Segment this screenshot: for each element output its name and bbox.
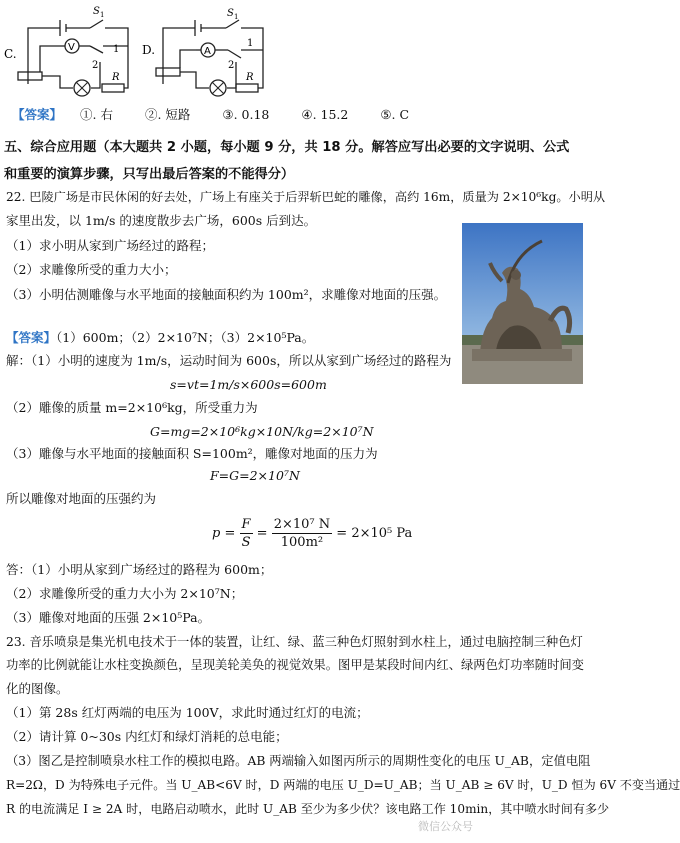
q22-solution-1: 解：（1）小明的速度为 1m/s，运动时间为 600s，所以从家到广场经过的路程为	[6, 353, 452, 368]
node1-c: 1	[113, 44, 120, 55]
q22-solution-2: （2）雕像的质量 m=2×10⁶kg，所受重力为	[6, 400, 258, 415]
statue-photo	[462, 223, 583, 384]
q23-part3-line1: （3）图乙是控制喷泉水柱工作的模拟电路。AB 两端输入如图丙所示的周期性变化的电压 U_AB，定值电阻	[6, 754, 591, 768]
answer-item: ③. 0.18	[222, 107, 270, 122]
q23-stem-line2: 功率的比例就能让水柱变换颜色，呈现美轮美奂的视觉效果。图甲是某段时间内红、绿两色灯功率随时间变	[6, 658, 584, 672]
watermark: 微信公众号	[418, 820, 473, 833]
node2-c: 2	[92, 60, 99, 71]
q22-stem-line2: 家里出发，以 1m/s 的速度散步去广场，600s 后到达。	[6, 213, 317, 228]
q23-part3-line3: R 的电流满足 I ≥ 2A 时，电路启动喷水，此时 U_AB 至少为多少伏？该电路工作 10min，其中喷水时间有多少	[6, 802, 610, 816]
q22-part3: （3）小明估测雕像与水平地面的接触面积约为 100m²，求雕像对地面的压强。	[6, 287, 447, 302]
q22-equation-3: F=G=2×10⁷N	[210, 468, 300, 483]
q22-final-answer-3: （3）雕像对地面的压强 2×10⁵Pa。	[6, 610, 211, 625]
q22-stem-line1: 22. 巴陵广场是市民休闲的好去处，广场上有座关于后羿斩巴蛇的雕像，高约 16m，质量为 2×10⁶kg。小明从	[6, 190, 606, 204]
q22-solution-3: （3）雕像与水平地面的接触面积 S=100m²，雕像对地面的压力为	[6, 446, 378, 461]
circuit-c-label: C.	[4, 47, 17, 61]
q23-part2: （2）请计算 0~30s 内红灯和绿灯消耗的总电能；	[6, 729, 288, 744]
eq-fraction-fs	[240, 516, 253, 551]
node2-d: 2	[228, 60, 235, 71]
switch-label-c: S	[93, 6, 100, 17]
q23-stem-line1: 23. 音乐喷泉是集光机电技术于一体的装置，让红、绿、蓝三种色灯照射到水柱上，通过电脑控制三种色灯	[6, 635, 583, 649]
q23-stem-line3: 化的图像。	[6, 681, 69, 696]
section-heading-line1: 五、综合应用题（本大题共 2 小题，每小题 9 分，共 18 分。解答应写出必要的文字说明、公式	[4, 140, 570, 155]
resistor-label-d: R	[246, 72, 254, 83]
section-heading-line2: 和重要的演算步骤，只写出最后答案的不能得分）	[4, 167, 295, 182]
eq-denominator: S	[241, 535, 251, 550]
answer-item: ⑤. C	[380, 107, 410, 122]
q23-part1: （1）第 28s 红灯两端的电压为 100V，求此时通过红灯的电流；	[6, 705, 369, 720]
prev-answer-row	[12, 107, 409, 123]
q23-part3-line2: R=2Ω，D 为特殊电子元件。当 U_AB<6V 时，D 两端的电压 U_D=U_AB；当 U_AB ≥ 6V 时，U_D 恒为 6V 不变当通过	[6, 778, 680, 792]
q22-equation-2: G=mg=2×10⁶kg×10N/kg=2×10⁷N	[150, 424, 374, 439]
switch-label-d: S	[227, 8, 234, 19]
node1-d: 1	[247, 38, 254, 49]
q22-final-answer-2: （2）求雕像所受的重力大小为 2×10⁷N；	[6, 586, 244, 601]
circuit-diagrams	[0, 0, 300, 105]
voltmeter-symbol: V	[68, 42, 75, 53]
answer-item: ②. 短路	[144, 107, 191, 122]
answer-tag: 【答案】	[12, 107, 63, 122]
switch-sub-c: 1	[100, 11, 105, 19]
q22-part2: （2）求雕像所受的重力大小；	[6, 262, 177, 277]
answer-item: ④. 15.2	[301, 107, 349, 122]
ammeter-symbol: A	[204, 46, 211, 57]
q22-pressure-equation	[212, 516, 412, 551]
q22-part1: （1）求小明从家到广场经过的路程；	[6, 238, 214, 253]
eq-denominator: 100m²	[280, 535, 324, 550]
q22-final-answer-1: 答：（1）小明从家到广场经过的路程为 600m；	[6, 562, 273, 577]
q22-equation-1: s=vt=1m/s×600s=600m	[170, 377, 327, 392]
resistor-label-c: R	[112, 72, 120, 83]
q22-solution-4: 所以雕像对地面的压强约为	[6, 491, 157, 506]
circuit-d-label: D.	[142, 43, 156, 57]
eq-equals: =	[256, 526, 268, 541]
q22-answer-row	[6, 330, 314, 346]
answer-item: ①. 右	[80, 107, 113, 122]
switch-sub-d: 1	[234, 13, 239, 21]
answer-tag: 【答案】	[6, 330, 57, 345]
eq-numerator: 2×10⁷ N	[273, 517, 331, 532]
eq-fraction-values	[272, 516, 332, 551]
eq-lhs: p =	[212, 526, 236, 541]
eq-result: = 2×10⁵ Pa	[336, 526, 413, 541]
eq-numerator: F	[241, 517, 251, 532]
q22-answer-text: （1）600m；（2）2×10⁷N；（3）2×10⁵Pa。	[56, 330, 315, 345]
